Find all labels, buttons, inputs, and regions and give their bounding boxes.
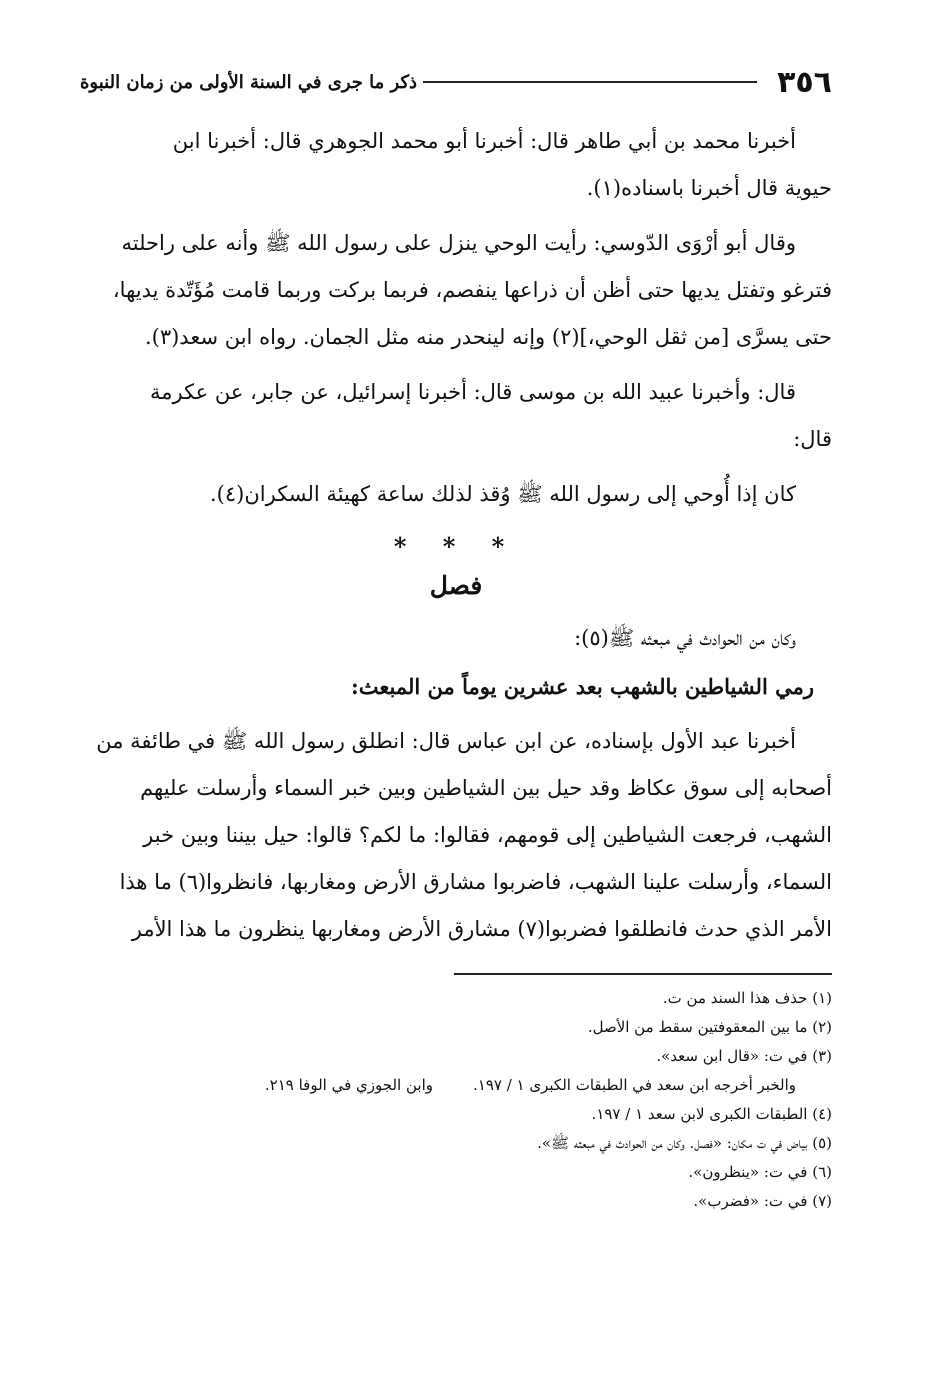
page-header [80, 62, 832, 102]
footnote: (١) حذف هذا السند من ت. [662, 989, 832, 1007]
text-line: أخبرنا محمد بن أبي طاهر قال: أخبرنا أبو محمد الجوهري قال: أخبرنا ابن [172, 129, 796, 153]
section-separator: * * * [393, 532, 519, 561]
footnote-continuation-part: والخبر أخرجه ابن سعد في الطبقات الكبرى ١ / ١٩٧. [472, 1076, 796, 1094]
page-number: ٣٥٦ [777, 64, 832, 100]
running-title: ذكر ما جرى في السنة الأولى من زمان النبوة [80, 71, 418, 93]
paragraph-3 [80, 369, 832, 463]
text-line: وقال أبو أرْوَى الدّوسي: رأيت الوحي ينزل على رسول الله ﷺ وأنه على راحلته [121, 231, 796, 255]
footnote: (٧) في ت: «فضرب». [693, 1192, 832, 1210]
footnote: (٦) في ت: «ينظرون». [688, 1163, 832, 1181]
header-rule [423, 81, 757, 83]
text-line: الشهب، فرجعت الشياطين إلى قومهم، فقالوا: ما لكم؟ قالوا: حيل بيننا وبين خبر [143, 823, 832, 847]
text-line: السماء، وأرسلت علينا الشهب، فاضربوا مشارق الأرض ومغاربها، فانظروا(٦) ما هذا [119, 870, 832, 894]
text-line: أخبرنا عبد الأول بإسناده، عن ابن عباس قال: انطلق رسول الله ﷺ في طائفة من [96, 729, 796, 753]
text-line: كان إذا أُوحي إلى رسول الله ﷺ وُقذ لذلك ساعة كهيئة السكران(٤). [210, 482, 796, 506]
text-line: أصحابه إلى سوق عكاظ وقد حيل بين الشياطين وبين خبر السماء وأرسلت عليهم [140, 776, 832, 800]
footnote-rule [454, 973, 832, 975]
main-text [80, 118, 832, 961]
paragraph-2 [80, 220, 832, 361]
footnote-continuation [132, 1072, 796, 1098]
paragraph-1 [80, 118, 832, 212]
footnote: (٣) في ت: «قال ابن سعد». [656, 1047, 832, 1065]
text-line: حيوية قال أخبرنا باسناده(١). [586, 176, 832, 200]
section-intro: وكان من الحوادث في مبعثه ﷺ(٥): [574, 626, 796, 650]
text-line: حتى يسرَّى [من ثقل الوحي،](٢) وإنه لينحدر منه مثل الجمان. رواه ابن سعد(٣). [144, 325, 832, 349]
footnote-continuation-part: وابن الجوزي في الوفا ٢١٩. [264, 1076, 433, 1094]
text-line: فترغو وتفتل يديها حتى أظن أن ذراعها ينفصم، فربما بركت وربما قامت مُؤَتّدة يديها، [112, 278, 832, 302]
footnote: (٢) ما بين المعقوفتين سقط من الأصل. [587, 1018, 832, 1036]
footnote: (٥) بياض في ت مكان: «فصل. وكان من الحوادث في مبعثه ﷺ». [537, 1134, 832, 1152]
paragraph-4 [80, 471, 832, 518]
section-title: فصل [429, 571, 483, 600]
text-line: الأمر الذي حدث فانطلقوا فضربوا(٧) مشارق الأرض ومغاربها ينظرون ما هذا الأمر [131, 917, 832, 941]
footnote: (٤) الطبقات الكبرى لابن سعد ١ / ١٩٧. [591, 1105, 832, 1123]
footnotes [132, 985, 832, 1217]
subsection-heading: رمي الشياطين بالشهب بعد عشرين يوماً من المبعث: [351, 674, 814, 699]
text-line: قال: وأخبرنا عبيد الله بن موسى قال: أخبرنا إسرائيل، عن جابر، عن عكرمة [149, 380, 796, 404]
paragraph-5 [80, 718, 832, 953]
text-line: قال: [793, 427, 832, 451]
